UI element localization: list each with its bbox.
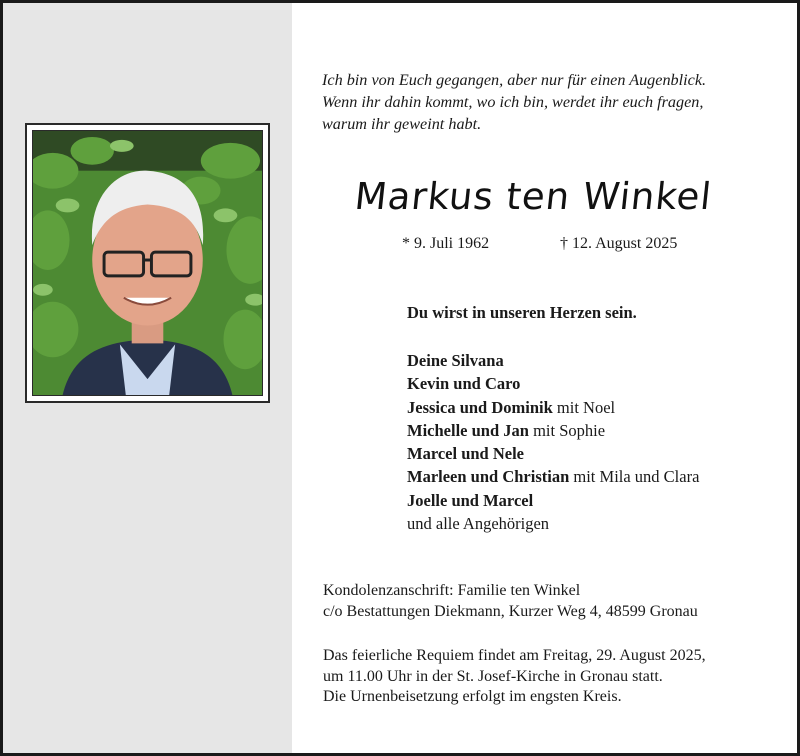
mourner-names: Joelle und Marcel (407, 490, 534, 510)
service-line: Das feierliche Requiem findet am Freitag, 29. August 2025, (323, 647, 706, 664)
mourner-names: Jessica und Dominik (407, 397, 553, 417)
mourner-row (407, 489, 699, 512)
condolence-address (323, 581, 698, 622)
mourner-names: Marcel und Nele (407, 444, 525, 464)
deceased-name: Markus ten Winkel (352, 175, 714, 218)
service-notice (323, 646, 706, 708)
mourner-addition: mit Noel (552, 397, 616, 417)
portrait-image (33, 131, 262, 395)
mourner-addition: mit Sophie (528, 420, 606, 440)
mourner-row (407, 442, 699, 465)
mourner-names: Deine Silvana (407, 351, 504, 370)
poem-line: warum ihr geweint habt. (322, 115, 482, 133)
mourner-row (407, 349, 699, 372)
mourner-addition: mit Mila und Clara (569, 467, 700, 487)
condolence-line: c/o Bestattungen Diekmann, Kurzer Weg 4, 48599 Gronau (323, 602, 698, 620)
birth-date: * 9. Juli 1962 (402, 235, 490, 252)
mourner-names: Michelle und Jan (407, 420, 529, 440)
condolence-line: Kondolenzanschrift: Familie ten Winkel (323, 582, 581, 599)
service-line: Die Urnenbeisetzung erfolgt im engsten Kreis. (323, 688, 622, 705)
service-line: um 11.00 Uhr in der St. Josef-Kirche in Gronau statt. (323, 667, 663, 685)
mourner-names: Marleen und Christian (407, 467, 570, 487)
mourner-row (407, 419, 699, 442)
mourner-names: Kevin und Caro (407, 374, 521, 394)
memorial-poem (322, 69, 782, 135)
mourner-row (407, 396, 699, 419)
mourner-addition: und alle Angehörigen (407, 514, 550, 534)
mourner-row (407, 512, 699, 535)
poem-line: Ich bin von Euch gegangen, aber nur für einen Augenblick. (322, 71, 707, 89)
mourner-row (407, 465, 699, 488)
poem-line: Wenn ihr dahin kommt, wo ich bin, werdet ihr euch fragen, (322, 93, 704, 111)
motto: Du wirst in unseren Herzen sein. (407, 303, 637, 322)
mourner-row (407, 372, 699, 395)
death-date: † 12. August 2025 (560, 235, 678, 252)
side-panel (3, 3, 292, 753)
mourners-list (407, 349, 699, 535)
portrait-photo (32, 130, 263, 396)
portrait-frame (25, 123, 270, 403)
